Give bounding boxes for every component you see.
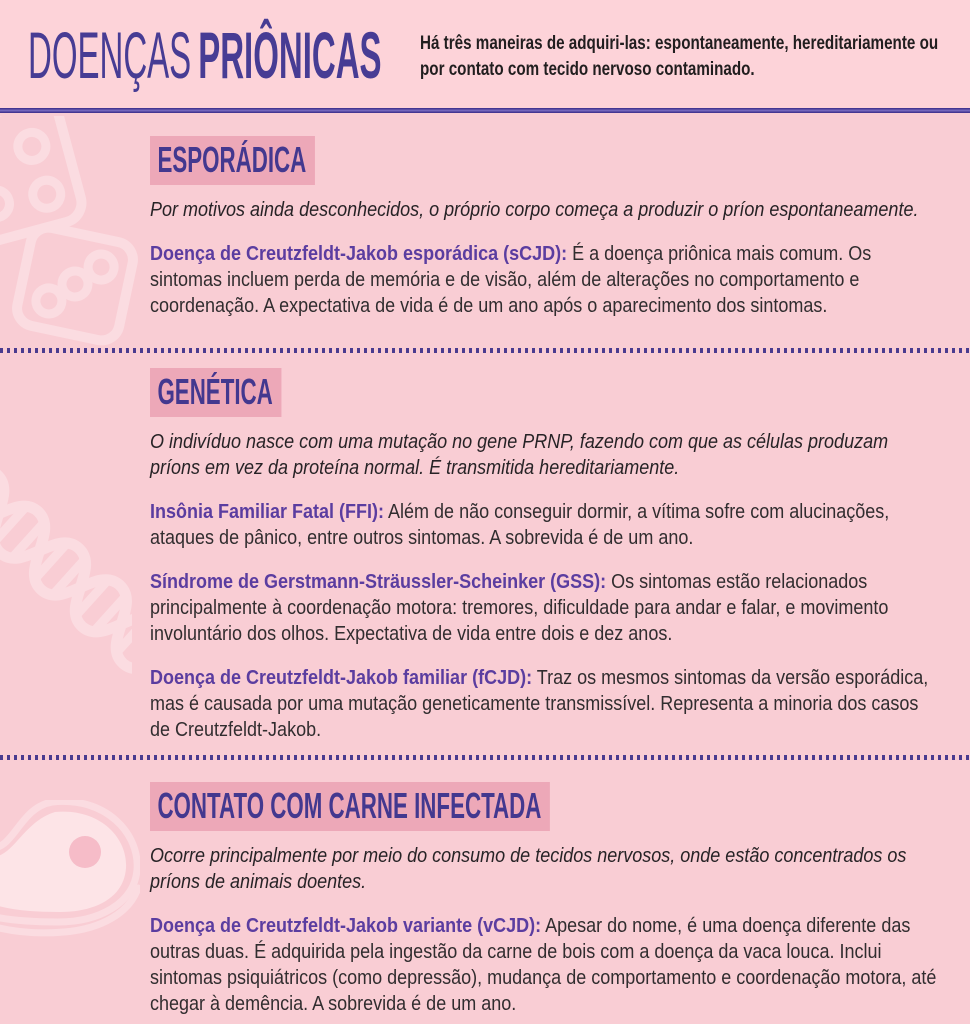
dotted-separator-1 xyxy=(0,348,970,353)
section-title-contato: CONTATO COM CARNE INFECTADA xyxy=(150,782,550,831)
disease-description: Apesar do nome, é uma doença diferente das outras duas. É adquirida pela ingestão da carne de bois com a doença da vaca louca. Inclui sintomas psiquiátricos (como depressão), mudança de comportamento e coordenação motora, até chegar à demência. A sobrevida é de um ano. xyxy=(150,915,937,1016)
disease-label: Doença de Creutzfeldt-Jakob familiar (fCJD): xyxy=(150,667,533,690)
dotted-separator-2 xyxy=(0,755,970,760)
section-intro: Por motivos ainda desconhecidos, o próprio corpo começa a produzir o príon espontaneamente. xyxy=(150,199,919,222)
section-title-row xyxy=(150,782,960,831)
disease-entry-gss xyxy=(150,569,942,647)
disease-label: Insônia Familiar Fatal (FFI): xyxy=(150,501,385,524)
section-title-row xyxy=(150,136,960,185)
page-title-light: DOENÇAS xyxy=(28,18,192,92)
disease-description: Além de não conseguir dormir, a vítima sofre com alucinações, ataques de pânico, entre outros sintomas. A sobrevida é de um ano. xyxy=(150,501,890,550)
section-title-esporadica: ESPORÁDICA xyxy=(150,136,315,185)
section-body xyxy=(150,843,942,1017)
disease-description: Os sintomas estão relacionados principalmente à coordenação motora: tremores, dificuldade para andar e falar, e movimento involuntário dos olhos. Expectativa de vida entre dois e dez anos. xyxy=(150,571,889,646)
disease-description: É a doença priônica mais comum. Os sintomas incluem perda de memória e de visão, além de alterações no comportamento e coordenação. A expectativa de vida é de um ano após o aparecimento dos sintomas. xyxy=(150,243,872,318)
section-intro: O indivíduo nasce com uma mutação no gene PRNP, fazendo com que as células produzam príons em vez da proteína normal. É transmitida hereditariamente. xyxy=(150,431,889,480)
page-title xyxy=(28,18,382,92)
disease-label: Síndrome de Gerstmann-Sträussler-Scheinker (GSS): xyxy=(150,571,607,594)
section-title-row xyxy=(150,368,960,417)
header-divider xyxy=(0,108,970,113)
section-esporadica xyxy=(150,136,960,319)
disease-entry-vcjd xyxy=(150,913,942,1017)
disease-label: Doença de Creutzfeldt-Jakob esporádica (sCJD): xyxy=(150,243,568,266)
section-title-genetica: GENÉTICA xyxy=(150,368,281,417)
header xyxy=(0,0,970,108)
dice-icon xyxy=(0,116,140,346)
section-intro: Ocorre principalmente por meio do consumo de tecidos nervosos, onde estão concentrados os príons de animais doentes. xyxy=(150,845,907,894)
section-body xyxy=(150,429,942,743)
header-subtitle: Há três maneiras de adquiri-las: espontaneamente, hereditariamente ou por contato com tecido nervoso contaminado. xyxy=(420,32,939,80)
dna-icon xyxy=(0,424,132,714)
disease-description: Traz os mesmos sintomas da versão esporádica, mas é causada por uma mutação geneticamente transmissível. Representa a minoria dos casos de Creutzfeldt-Jakob. xyxy=(150,667,929,742)
section-contato-carne xyxy=(150,782,960,1017)
disease-entry-ffi xyxy=(150,499,942,551)
disease-label: Doença de Creutzfeldt-Jakob variante (vCJD): xyxy=(150,915,542,938)
steak-icon xyxy=(0,800,140,940)
section-body xyxy=(150,197,942,319)
section-genetica xyxy=(150,368,960,743)
disease-entry-fcjd xyxy=(150,665,942,743)
page-title-bold: PRIÔNICAS xyxy=(198,18,382,92)
disease-entry-scjd xyxy=(150,241,942,319)
